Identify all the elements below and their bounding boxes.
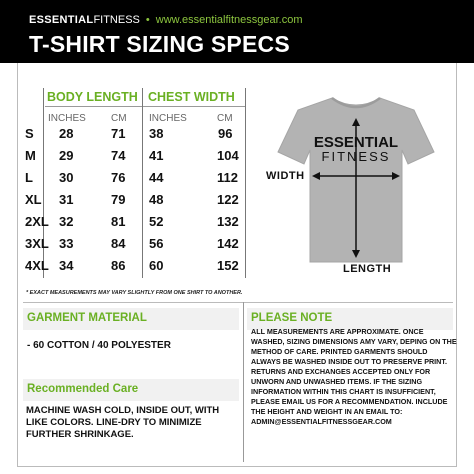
table-row (23, 214, 249, 233)
shirt-brand-top: ESSENTIAL (313, 134, 399, 151)
chest-width-cm: 132 (217, 214, 239, 229)
measurement-note: * EXACT MEASUREMENTS MAY VARY SLIGHTLY FROM ONE SHIRT TO ANOTHER. (26, 290, 243, 296)
body-length-inches: 33 (59, 236, 74, 251)
chest-width-inches: 41 (149, 148, 164, 163)
chest-width-cm: 152 (217, 258, 239, 273)
body-length-cm: 71 (111, 126, 126, 141)
brand-separator: • (145, 14, 150, 26)
cw-cm-unit: CM (217, 113, 233, 124)
body-length-header: BODY LENGTH (47, 90, 138, 104)
body-length-cm: 74 (111, 148, 126, 163)
length-label: LENGTH (343, 263, 392, 275)
body-length-cm: 86 (111, 258, 126, 273)
body-length-cm: 84 (111, 236, 126, 251)
table-row (23, 126, 249, 145)
please-note-text: ALL MEASUREMENTS ARE APPROXIMATE. ONCE WASHED, SIZING DIMENSIONS AMY VARY, DEPING ON THE METHOD OF CARE. PRINTED GARMENTS SHOULD ALWAYS BE WASHED INSIDE OUT TO PRESERVE PRINT. RETURNS AND EXCHANGES ACCEPTED ONLY FOR UNWORN AND UNWASHED ITEMS. IF THE SIZING INFORMATION WITHIN THIS CHART IS INSUFFICIENT, PLEASE EMAIL US FOR A RECOMMENDATION. INCLUDE THE HEIGHT AND WEIGHT IN AN EMAIL TO: ADMIN@ESSENTIALFITNESSGEAR.COM (251, 327, 457, 426)
size-label: M (25, 148, 36, 163)
table-row (23, 148, 249, 167)
chest-width-inches: 52 (149, 214, 164, 229)
body-length-inches: 29 (59, 148, 74, 163)
chest-width-inches: 44 (149, 170, 164, 185)
section-divider-vertical (243, 302, 244, 462)
body-length-inches: 32 (59, 214, 74, 229)
chest-width-cm: 104 (217, 148, 239, 163)
body-length-inches: 34 (59, 258, 74, 273)
header-bar (0, 0, 474, 63)
body-length-cm: 81 (111, 214, 126, 229)
care-text: MACHINE WASH COLD, INSIDE OUT, WITH LIKE COLORS. LINE-DRY TO MINIMIZE FURTHER SHRINKAGE. (26, 405, 220, 440)
size-label: 2XL (25, 214, 49, 229)
body-length-inches: 30 (59, 170, 74, 185)
chest-width-cm: 112 (217, 170, 238, 185)
bl-cm-unit: CM (111, 113, 127, 124)
bl-inches-unit: INCHES (48, 113, 86, 124)
chest-width-inches: 38 (149, 126, 164, 141)
width-label: WIDTH (266, 170, 305, 182)
size-label: S (25, 126, 34, 141)
cw-inches-unit: INCHES (149, 113, 187, 124)
shirt-brand-bottom: FITNESS (321, 149, 391, 164)
please-note-title: PLEASE NOTE (251, 312, 333, 324)
body-length-inches: 31 (59, 192, 74, 207)
chest-width-inches: 60 (149, 258, 164, 273)
size-label: 4XL (25, 258, 49, 273)
table-row (23, 236, 249, 255)
table-row (23, 170, 249, 189)
brand-name-bold: ESSENTIAL (29, 14, 94, 26)
chest-width-cm: 142 (217, 236, 239, 251)
size-label: XL (25, 192, 42, 207)
chest-width-cm: 96 (218, 126, 233, 141)
brand-name-light: FITNESS (93, 14, 140, 26)
size-label: 3XL (25, 236, 49, 251)
garment-material-value: - 60 COTTON / 40 POLYESTER (27, 340, 171, 351)
chest-width-header: CHEST WIDTH (148, 90, 235, 104)
chest-width-cm: 122 (217, 192, 239, 207)
website-url[interactable]: www.essentialfitnessgear.com (155, 14, 303, 26)
chest-width-inches: 56 (149, 236, 164, 251)
section-divider (23, 302, 453, 303)
table-row (23, 192, 249, 211)
care-title: Recommended Care (27, 383, 139, 395)
body-length-inches: 28 (59, 126, 74, 141)
brand-line (29, 14, 302, 26)
chest-width-inches: 48 (149, 192, 164, 207)
body-length-cm: 79 (111, 192, 126, 207)
body-length-cm: 76 (111, 170, 126, 185)
table-row (23, 258, 249, 277)
size-label: L (25, 170, 33, 185)
page-title: T-SHIRT SIZING SPECS (29, 31, 290, 57)
chest-width-underline (143, 106, 245, 107)
garment-material-title: GARMENT MATERIAL (27, 312, 147, 324)
body-length-underline (45, 106, 143, 107)
